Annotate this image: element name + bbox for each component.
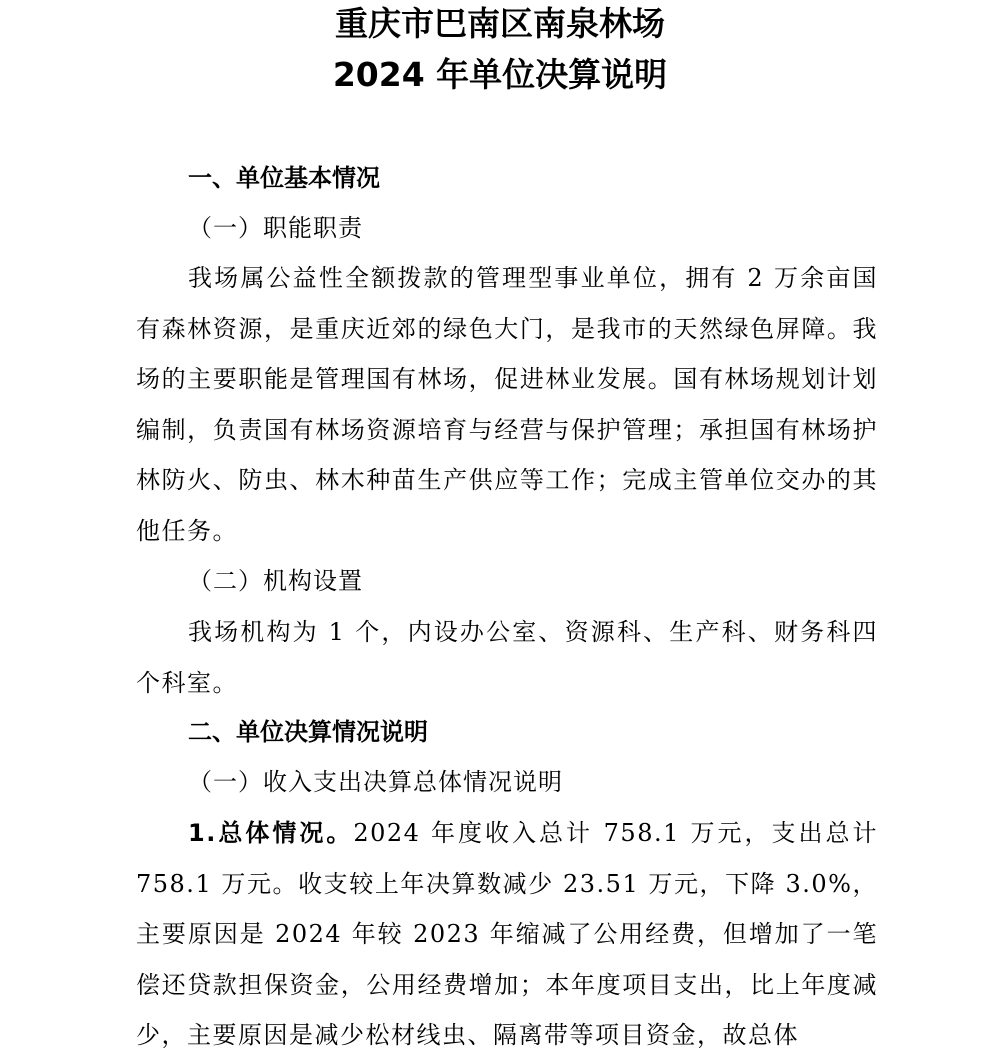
section-heading-basic-info: 一、单位基本情况	[188, 164, 380, 192]
paragraph-functions: 我场属公益性全额拨款的管理型事业单位，拥有 2 万余亩国有森林资源，是重庆近郊的绿色大门，是我市的天然绿色屏障。我场的主要职能是管理国有林场，促进林业发展。国有林场规划计划编制，负责国有林场资源培育与经营与保护管理；承担国有林场护林防火、防虫、林木种苗生产供应等工作；完成主管单位交办的其他任务。	[136, 264, 878, 545]
section-heading-final-accounts: 二、单位决算情况说明	[188, 718, 428, 746]
document-title-line2: 2024 年单位决算说明	[332, 55, 668, 94]
paragraph-overall	[136, 808, 878, 1051]
subsection-heading-income-expenditure: （一）收入支出决算总体情况说明	[188, 768, 563, 796]
paragraph-overall-text: 2024 年度收入总计 758.1 万元，支出总计 758.1 万元。收支较上年决算数减少 23.51 万元，下降 3.0%，主要原因是 2024 年较 2023 年缩减了公用经费，但增加了一笔偿还贷款担保资金，公用经费增加；本年度项目支出，比上年度减少，主要原因是减少松材线虫、隔离带等项目资金，故总体	[136, 819, 878, 1049]
paragraph-organization: 我场机构为 1 个，内设办公室、资源科、生产科、财务科四个科室。	[136, 618, 878, 697]
subsection-heading-functions: （一）职能职责	[188, 214, 363, 242]
subsection-heading-organization: （二）机构设置	[188, 567, 363, 595]
document-title-line1: 重庆市巴南区南泉林场	[335, 4, 665, 43]
paragraph-overall-lead: 1.总体情况。	[188, 819, 354, 847]
